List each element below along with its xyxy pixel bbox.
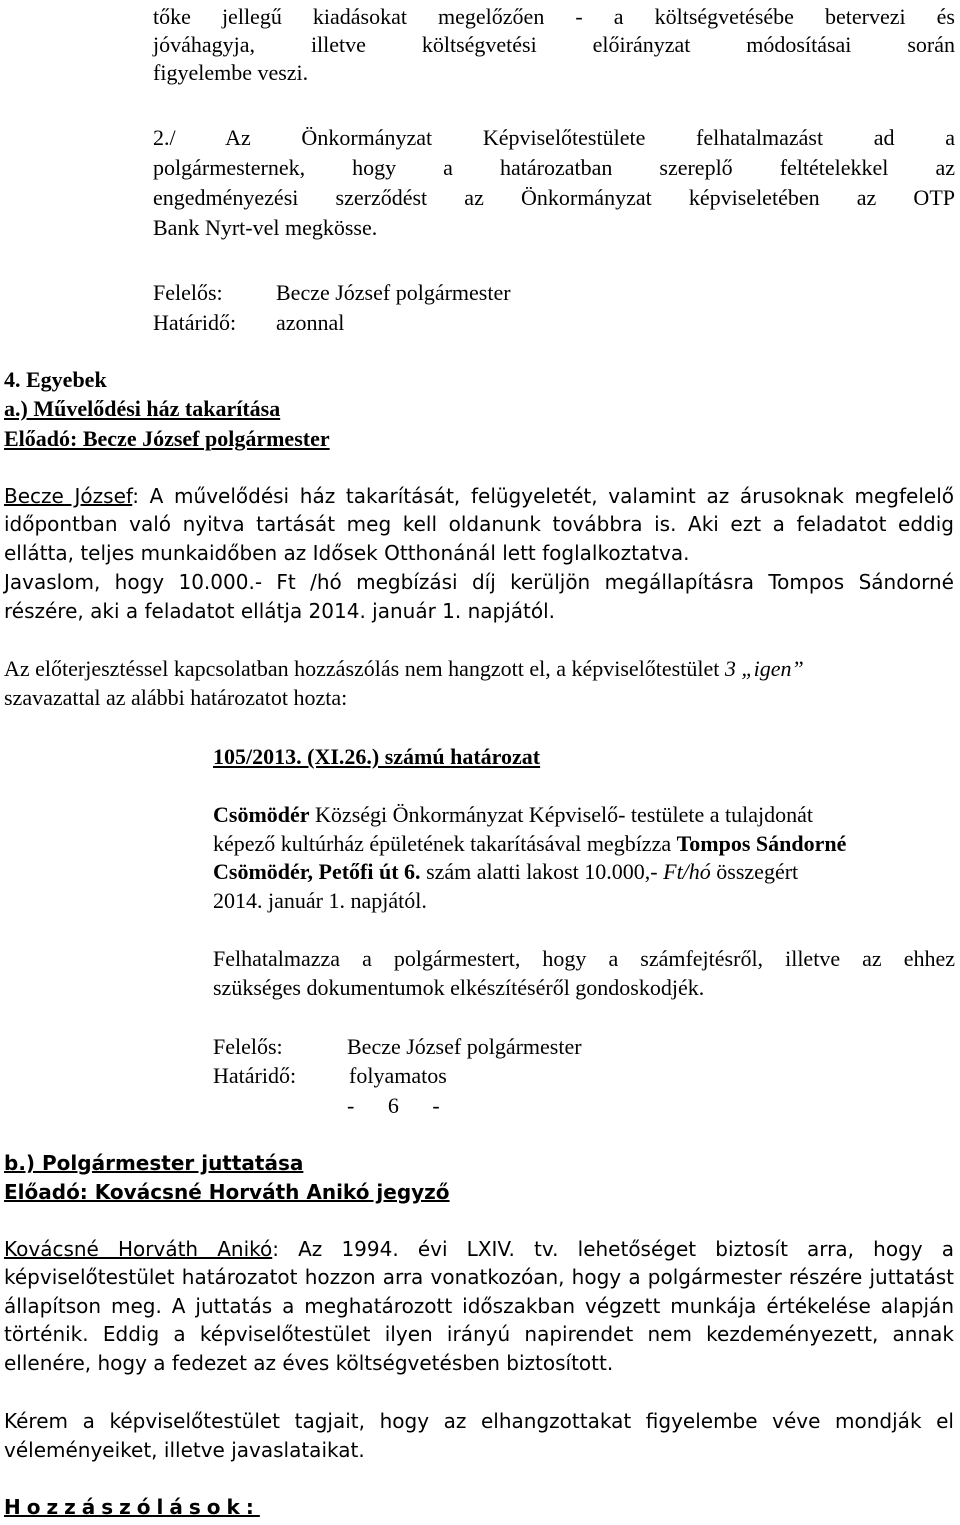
- body-line: képviselőtestület határozatot hozzon arra vonatkozóan, hogy a polgármester részére juttatást: [4, 1265, 954, 1289]
- responsible-label: Felelős:: [213, 1034, 283, 1059]
- resolution-text: összegért: [710, 859, 799, 884]
- resolution-bold: Csömödér: [213, 802, 310, 827]
- deadline-label: Határidő:: [153, 310, 237, 335]
- body-line: véleményeiket, illetve javaslataikat.: [4, 1438, 365, 1462]
- body-line: részére, aki a feladatot ellátja 2014. január 1. napjától.: [4, 599, 556, 623]
- speaker-name: Becze József: [4, 484, 133, 508]
- paragraph-line: jóváhagyja, illetve költségvetési előirányzat módosításai során: [153, 32, 955, 57]
- resolution-bold: Csömödér, Petőfi út 6.: [213, 859, 421, 884]
- paragraph-line: tőke jellegű kiadásokat megelőzően - a költségvetésébe betervezi és: [153, 4, 955, 29]
- resolution-text: Községi Önkormányzat Képviselő- testülete a tulajdonát: [309, 802, 813, 827]
- resolution-line: [213, 833, 846, 855]
- deadline-value: folyamatos: [349, 1063, 447, 1088]
- body-line: [4, 486, 954, 506]
- vote-line: [4, 658, 956, 680]
- vote-text: Az előterjesztéssel kapcsolatban hozzászólás nem hangzott el, a képviselőtestület: [4, 656, 725, 681]
- subsection-title: a.) Művelődési ház takarítása: [4, 396, 281, 421]
- page-number: - 6 -: [347, 1093, 440, 1118]
- resolution-line: 2014. január 1. napjától.: [213, 888, 427, 913]
- speaker-text: : A művelődési ház takarítását, felügyeletét, valamint az árusoknak megfelelő: [132, 484, 954, 508]
- resolution-italic: Ft/hó: [663, 859, 711, 884]
- resolution-line: Felhatalmazza a polgármestert, hogy a számfejtésről, illetve az ehhez: [213, 946, 955, 971]
- resolution-title: 105/2013. (XI.26.) számú határozat: [213, 744, 541, 769]
- comments-heading: Hozzászólások:: [4, 1495, 260, 1519]
- paragraph-line: 2./ Az Önkormányzat Képviselőtestülete felhatalmazást ad a: [153, 125, 955, 150]
- responsible-label: Felelős:: [153, 280, 223, 305]
- paragraph-line: Bank Nyrt-vel megkösse.: [153, 215, 378, 240]
- paragraph-line: engedményezési szerződést az Önkormányzat képviseletében az OTP: [153, 185, 955, 210]
- presenter-line: Előadó: Becze József polgármester: [4, 426, 330, 451]
- subsection-title: b.) Polgármester juttatása: [4, 1151, 304, 1175]
- presenter-line: Előadó: Kovácsné Horváth Anikó jegyző: [4, 1180, 450, 1204]
- vote-line: szavazattal az alábbi határozatot hozta:: [4, 685, 348, 710]
- responsible-value: Becze József polgármester: [347, 1034, 582, 1059]
- body-line: Kérem a képviselőtestület tagjait, hogy az elhangzottakat figyelembe véve mondják el: [4, 1409, 954, 1433]
- speaker-name: Kovácsné Horváth Anikó: [4, 1237, 273, 1261]
- resolution-text: képező kultúrház épületének takarításával megbízza: [213, 831, 677, 856]
- body-line: ellátta, teljes munkaidőben az Idősek Otthonánál lett foglalkoztatva.: [4, 541, 690, 565]
- section-heading: 4. Egyebek: [4, 367, 107, 392]
- body-line: Javaslom, hogy 10.000.- Ft /hó megbízási díj kerüljön megállapításra Tompos Sándorné: [4, 570, 954, 594]
- body-line: [4, 1239, 954, 1259]
- resolution-line: [213, 804, 813, 826]
- paragraph-line: figyelembe veszi.: [153, 60, 309, 85]
- resolution-line: [213, 861, 798, 883]
- deadline-value: azonnal: [276, 310, 345, 335]
- body-line: időpontban való nyitva tartását meg kell oldanunk továbbra is. Aki ezt a feladatot eddig: [4, 512, 954, 536]
- deadline-label: Határidő:: [213, 1063, 297, 1088]
- paragraph-line: polgármesternek, hogy a határozatban szereplő feltételekkel az: [153, 155, 955, 180]
- body-line: ellenére, hogy a fedezet az éves költségvetésben biztosított.: [4, 1351, 614, 1375]
- resolution-line: szükséges dokumentumok elkészítéséről gondoskodjék.: [213, 975, 705, 1000]
- body-line: történik. Eddig a képviselőtestület ilyen irányú napirendet nem kezdeményezett, annak: [4, 1322, 954, 1346]
- responsible-value: Becze József polgármester: [276, 280, 511, 305]
- speaker-text: : Az 1994. évi LXIV. tv. lehetőséget biztosít arra, hogy a: [272, 1237, 954, 1261]
- body-line: állapítson meg. A juttatás a meghatározott időszakban végzett munkája értékelése alapján: [4, 1294, 954, 1318]
- resolution-text: szám alatti lakost 10.000,-: [420, 859, 664, 884]
- vote-count: 3 „igen”: [724, 656, 804, 681]
- resolution-bold: Tompos Sándorné: [676, 831, 847, 856]
